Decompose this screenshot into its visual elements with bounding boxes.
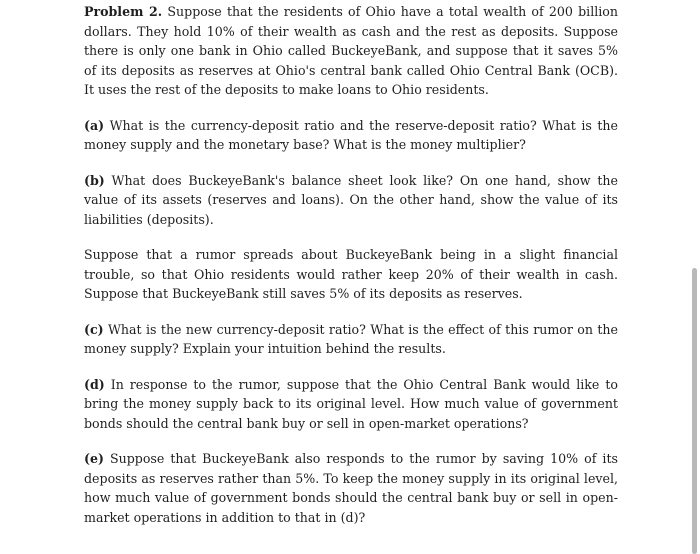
part-e-label: (e) <box>84 451 104 466</box>
part-a <box>84 116 618 155</box>
vertical-scrollbar[interactable] <box>692 268 697 554</box>
part-a-text: What is the currency-deposit ratio and the reserve-deposit ratio? What is the money supply and the monetary base? What is the money multiplier? <box>84 117 618 152</box>
part-b-text: What does BuckeyeBank's balance sheet look like? On one hand, show the value of its assets (reserves and loans). On the other hand, show the value of its liabilities (deposits). <box>84 172 618 227</box>
part-d-text: In response to the rumor, suppose that the Ohio Central Bank would like to bring the money supply back to its original level. How much value of government bonds should the central bank buy or sell in open-market operations? <box>84 376 618 431</box>
problem-intro <box>84 2 618 100</box>
part-c-text: What is the new currency-deposit ratio? What is the effect of this rumor on the money supply? Explain your intuition behind the results. <box>84 321 618 356</box>
part-d-label: (d) <box>84 376 105 392</box>
part-e <box>84 449 618 527</box>
part-b <box>84 171 618 230</box>
problem-document <box>84 2 618 543</box>
rumor-scenario: Suppose that a rumor spreads about BuckeyeBank being in a slight financial trouble, so that Ohio residents would rather keep 20% of their wealth in cash. Suppose that BuckeyeBank still saves 5% of its deposits as reserves. <box>84 247 618 301</box>
part-e-text: Suppose that BuckeyeBank also responds to the rumor by saving 10% of its deposits as reserves rather than 5%. To keep the money supply in its original level, how much value of government bonds should the central bank buy or sell in open-market operations in addition to that in (d)? <box>84 451 618 525</box>
problem-intro-text: Suppose that the residents of Ohio have a total wealth of 200 billion dollars. They hold 10% of their wealth as cash and the rest as deposits. Suppose there is only one bank in Ohio called BuckeyeBank, and suppose that it saves 5% of its deposits as reserves at Ohio's central bank called Ohio Central Bank (OCB). It uses the rest of the deposits to make loans to Ohio residents. <box>84 4 618 97</box>
problem-heading: Problem 2. <box>84 4 163 19</box>
part-b-label: (b) <box>84 172 105 188</box>
part-d <box>84 375 618 434</box>
part-c-label: (c) <box>84 321 104 337</box>
part-c <box>84 320 618 359</box>
part-a-label: (a) <box>84 117 105 133</box>
